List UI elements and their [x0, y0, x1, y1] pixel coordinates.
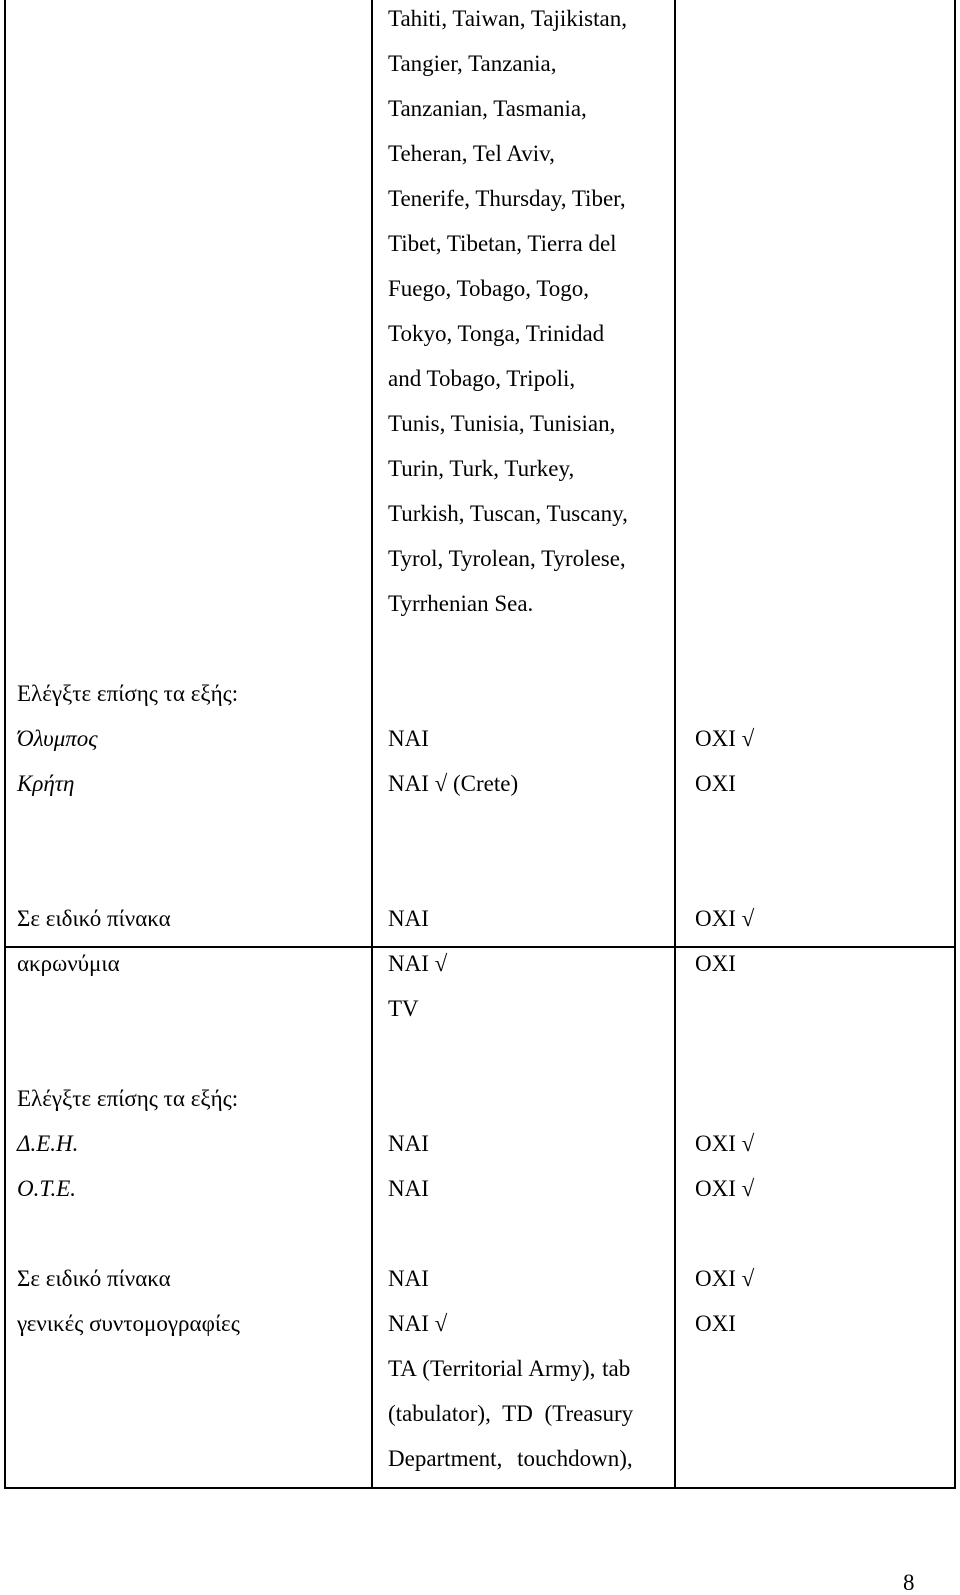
names-line: Tunis, Tunisia, Tunisian, [388, 411, 616, 436]
no-value: ΟΧΙ √ [695, 726, 755, 751]
example-text: (tabulator), TD (Treasury [388, 1401, 634, 1426]
no-value: ΟΧΙ √ [695, 906, 755, 931]
example-text: Department, touchdown), [388, 1446, 633, 1471]
no-value: ΟΧΙ √ [695, 1131, 755, 1156]
section-label: γενικές συντομογραφίες [17, 1311, 240, 1336]
yes-value: ΝΑΙ √ (Crete) [388, 771, 519, 796]
row-divider-1 [4, 946, 956, 948]
names-line: Teheran, Tel Aviv, [388, 141, 555, 166]
section-label: ακρωνύμια [17, 951, 120, 976]
term-label: Κρήτη [17, 771, 75, 796]
example-text: TA (Territorial Army), tab [388, 1356, 631, 1381]
term-label: Ο.Τ.Ε. [17, 1176, 76, 1201]
section-label: Σε ειδικό πίνακα [17, 1266, 171, 1291]
no-value: ΟΧΙ [695, 1311, 736, 1336]
names-line: Tangier, Tanzania, [388, 51, 557, 76]
names-line: Tenerife, Thursday, Tiber, [388, 186, 626, 211]
yes-value: ΝΑΙ [388, 1176, 429, 1201]
names-line: Tyrol, Tyrolean, Tyrolese, [388, 546, 626, 571]
names-line: and Tobago, Tripoli, [388, 366, 576, 391]
no-value: ΟΧΙ √ [695, 1176, 755, 1201]
names-line: Tyrrhenian Sea. [388, 591, 534, 616]
yes-value: ΝΑΙ √ [388, 1311, 448, 1336]
check-heading: Ελέγξτε επίσης τα εξής: [17, 1086, 239, 1111]
names-line: Tokyo, Tonga, Trinidad [388, 321, 605, 346]
table-border-bottom [4, 1487, 956, 1489]
yes-value: ΝΑΙ [388, 1266, 429, 1291]
yes-value: ΝΑΙ [388, 906, 429, 931]
section-label: Σε ειδικό πίνακα [17, 906, 171, 931]
no-value: ΟΧΙ √ [695, 1266, 755, 1291]
names-line: Tanzanian, Tasmania, [388, 96, 587, 121]
names-line: Fuego, Tobago, Togo, [388, 276, 590, 301]
yes-value: ΝΑΙ √ [388, 951, 448, 976]
check-heading: Ελέγξτε επίσης τα εξής: [17, 681, 239, 706]
example-text: TV [388, 996, 419, 1021]
names-line: Tahiti, Taiwan, Tajikistan, [388, 6, 627, 31]
no-value: ΟΧΙ [695, 771, 736, 796]
term-label: Δ.Ε.Η. [17, 1131, 79, 1156]
no-value: ΟΧΙ [695, 951, 736, 976]
term-label: Όλυμπος [17, 726, 98, 751]
names-line: Turkish, Tuscan, Tuscany, [388, 501, 628, 526]
page-number: 8 [903, 1570, 915, 1595]
names-line: Turin, Turk, Turkey, [388, 456, 575, 481]
table-border-left [4, 0, 6, 1489]
yes-value: ΝΑΙ [388, 1131, 429, 1156]
names-line: Tibet, Tibetan, Tierra del [388, 231, 617, 256]
column-divider-1 [371, 0, 373, 1489]
yes-value: ΝΑΙ [388, 726, 429, 751]
table-border-right [954, 0, 956, 1489]
column-divider-2 [674, 0, 676, 1489]
